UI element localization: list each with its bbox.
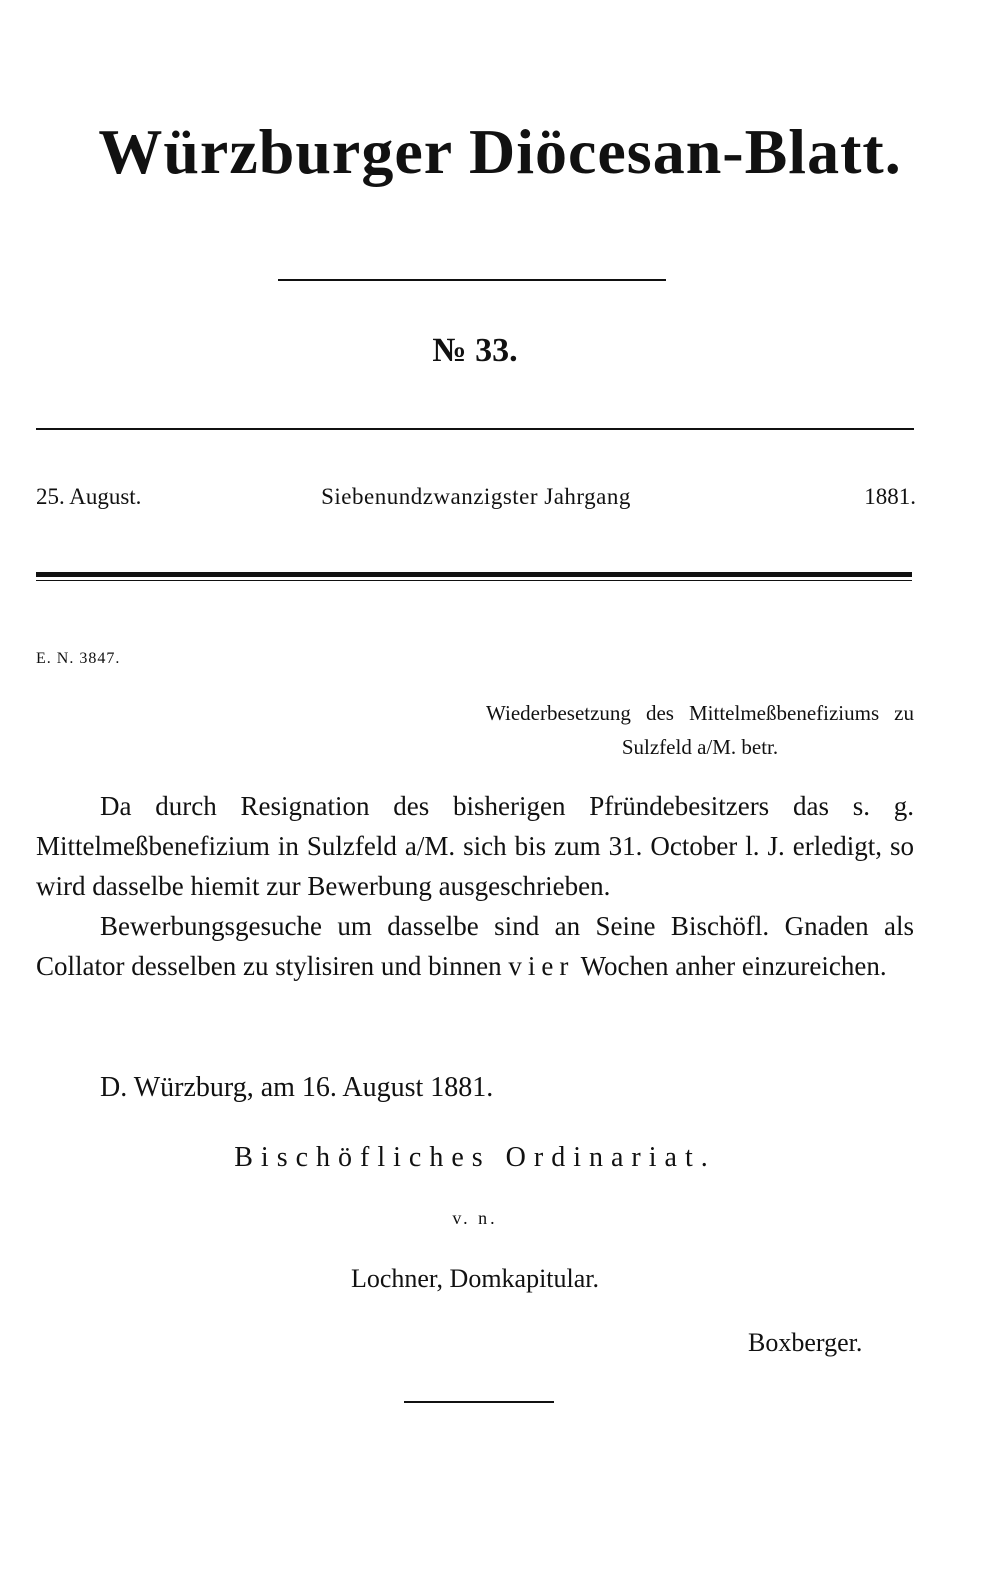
closing-divider	[404, 1401, 554, 1403]
issue-number: № 33.	[432, 332, 518, 369]
place-and-date: D. Würzburg, am 16. August 1881.	[100, 1072, 494, 1103]
header-rule-thin	[36, 580, 912, 581]
signatory-1: Lochner, Domkapitular.	[350, 1264, 600, 1293]
issue-date: 25. August.	[36, 484, 142, 509]
issuing-office: Bischöfliches Ordinariat.	[234, 1142, 716, 1173]
issue-year: 1881.	[864, 484, 916, 509]
notice-body	[36, 786, 914, 986]
masthead-divider	[278, 279, 666, 281]
paragraph-2-start: Bewerbungsgesuche um dasselbe sind an Seine Bischöfl. Gnaden als Collator desselben zu stylisiren und binnen	[36, 911, 914, 981]
header-rule-thick	[36, 572, 912, 577]
signatory-2: Boxberger.	[748, 1328, 863, 1357]
vn-abbreviation: v. n.	[452, 1208, 498, 1228]
paragraph-2	[36, 906, 914, 986]
paragraph-2-emphasis: vier	[508, 951, 575, 981]
paragraph-1: Da durch Resignation des bisherigen Pfründebesitzers das s. g. Mittelmeßbenefizium in Sulzfeld a/M. sich bis zum 31. October l. J. erledigt, so wird dasselbe hiemit zur Bewerbung ausgeschrieben.	[36, 791, 914, 901]
paragraph-2-end: Wochen anher einzureichen.	[580, 951, 887, 981]
reference-number: E. N. 3847.	[36, 650, 121, 667]
notice-subject: Wiederbesetzung des Mittelmeßbenefiziums zu Sulzfeld a/M. betr.	[486, 701, 914, 759]
volume-label: Siebenundzwanzigster Jahrgang	[321, 484, 631, 509]
header-rule-top	[36, 428, 914, 430]
masthead-title: Würzburger Diöcesan-Blatt.	[98, 116, 902, 187]
dateline	[36, 484, 916, 516]
